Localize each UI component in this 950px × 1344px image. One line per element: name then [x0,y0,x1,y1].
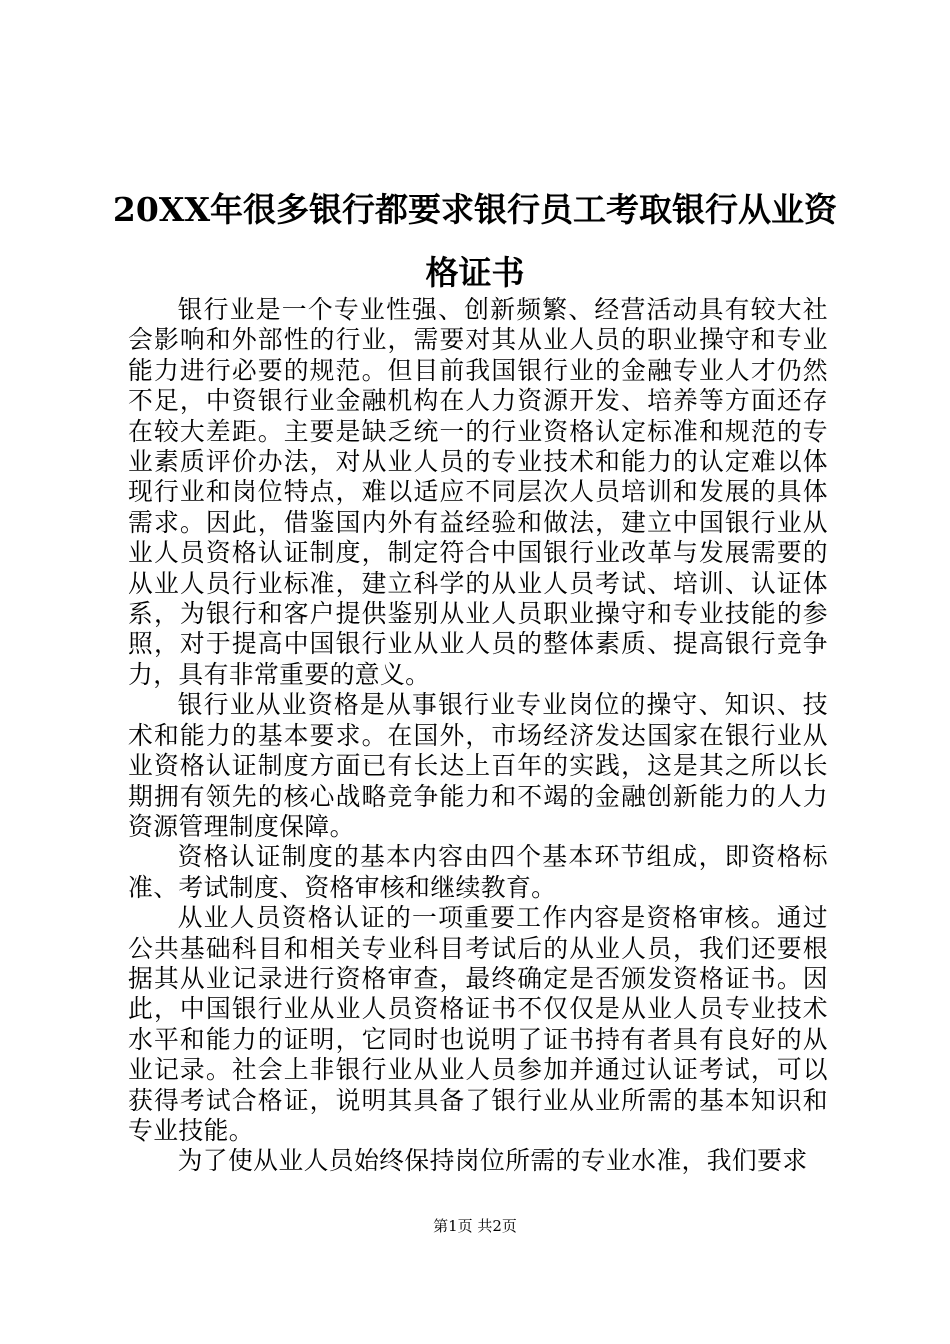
paragraph-1: 银行业是一个专业性强、创新频繁、经营活动具有较大社会影响和外部性的行业，需要对其从业人员的职业操守和专业能力进行必要的规范。但目前我国银行业的金融专业人才仍然不足，中资银行业金融机构在人力资源开发、培养等方面还存在较大差距。主要是缺乏统一的行业资格认定标准和规范的专业素质评价办法，对从业人员的专业技术和能力的认定难以体现行业和岗位特点，难以适应不同层次人员培训和发展的具体需求。因此，借鉴国内外有益经验和做法，建立中国银行业从业人员资格认证制度，制定符合中国银行业改革与发展需要的从业人员行业标准，建立科学的从业人员考试、培训、认证体系，为银行和客户提供鉴别从业人员职业操守和专业技能的参照，对于提高中国银行业从业人员的整体素质、提高银行竞争力，具有非常重要的意义。 [128,295,828,689]
paragraph-4: 从业人员资格认证的一项重要工作内容是资格审核。通过公共基础科目和相关专业科目考试后的从业人员，我们还要根据其从业记录进行资格审查，最终确定是否颁发资格证书。因此，中国银行业从业人员资格证书不仅仅是从业人员专业技术水平和能力的证明，它同时也说明了证书持有者具有良好的从业记录。社会上非银行业从业人员参加并通过认证考试，可以获得考试合格证，说明其具备了银行业从业所需的基本知识和专业技能。 [128,903,828,1145]
paragraph-3: 资格认证制度的基本内容由四个基本环节组成，即资格标准、考试制度、资格审核和继续教育。 [128,842,828,902]
paragraph-5: 为了使从业人员始终保持岗位所需的专业水准，我们要求 [177,1146,808,1176]
document-title: 20XX年很多银行都要求银行员工考取银行从业资格证书 [112,190,838,292]
paragraph-2: 银行业从业资格是从事银行业专业岗位的操守、知识、技术和能力的基本要求。在国外，市场经济发达国家在银行业从业资格认证制度方面已有长达上百年的实践，这是其之所以长期拥有领先的核心战略竞争能力和不竭的金融创新能力的人力资源管理制度保障。 [128,690,828,841]
page-number-footer: 第1页 共2页 [433,1217,517,1235]
document-body [128,295,828,1177]
